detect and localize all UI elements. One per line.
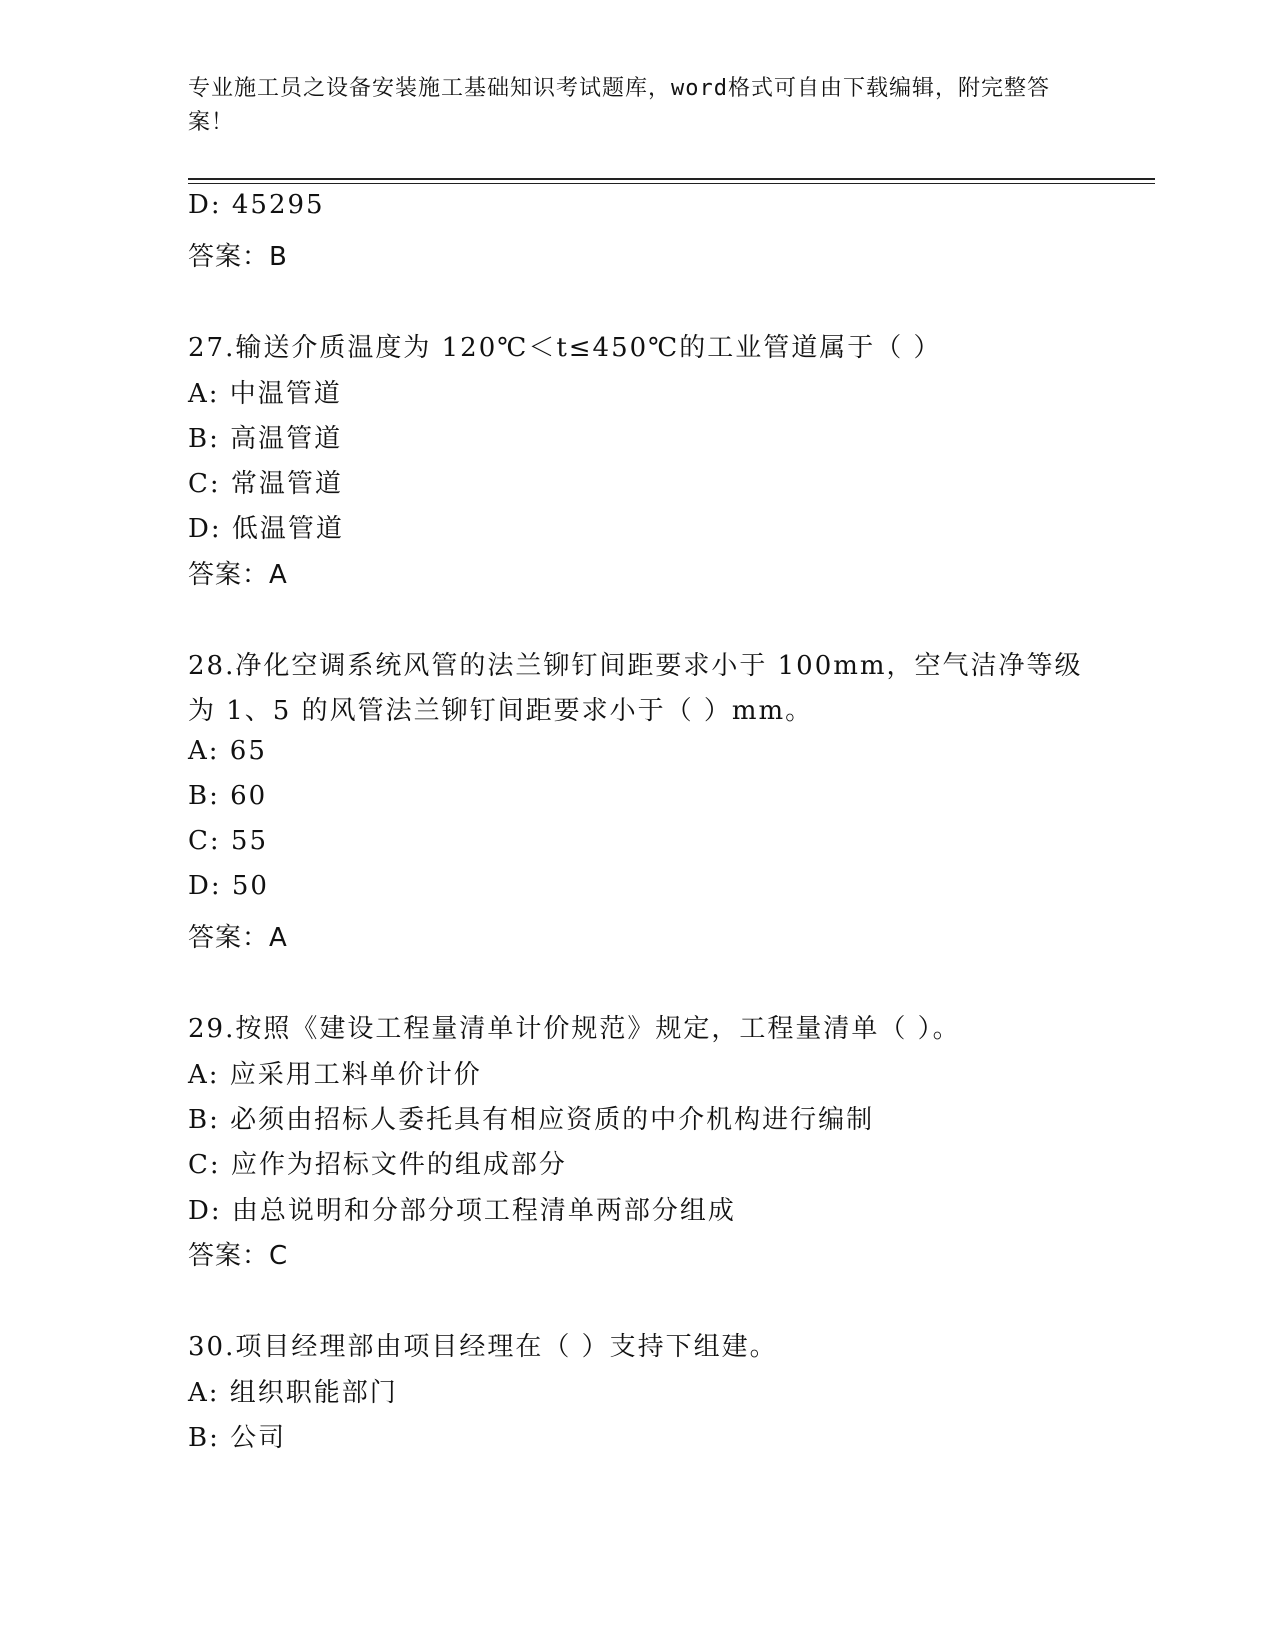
- option-line: A: 中温管道: [188, 379, 342, 409]
- option-line: A: 应采用工料单价计价: [188, 1060, 482, 1090]
- answer-line: 答案：A: [188, 560, 288, 590]
- option-line: C: 常温管道: [188, 469, 343, 499]
- answer-line: 答案：B: [188, 242, 288, 272]
- option-line: B: 高温管道: [188, 424, 343, 454]
- option-line: D: 50: [188, 871, 269, 901]
- header-divider-thin: [188, 183, 1155, 184]
- option-line: C: 应作为招标文件的组成部分: [188, 1150, 567, 1180]
- question-line: 为 1、5 的风管法兰铆钉间距要求小于（ ）mm。: [188, 696, 814, 726]
- header-divider-thick: [188, 178, 1155, 180]
- answer-line: 答案：A: [188, 923, 288, 953]
- option-line: D: 由总说明和分部分项工程清单两部分组成: [188, 1196, 736, 1226]
- option-line: B: 必须由招标人委托具有相应资质的中介机构进行编制: [188, 1105, 875, 1135]
- answer-line: 答案：C: [188, 1241, 289, 1271]
- question-line: 30.项目经理部由项目经理在（ ）支持下组建。: [188, 1332, 778, 1362]
- question-line: 28.净化空调系统风管的法兰铆钉间距要求小于 100mm，空气洁净等级: [188, 651, 1083, 681]
- option-line: B: 公司: [188, 1423, 287, 1453]
- option-line: D: 45295: [188, 190, 325, 220]
- document-header: 专业施工员之设备安装施工基础知识考试题库，word格式可自由下载编辑，附完整答案！: [188, 76, 1050, 135]
- option-line: A: 65: [188, 736, 267, 766]
- option-line: D: 低温管道: [188, 514, 344, 544]
- option-line: A: 组织职能部门: [188, 1378, 398, 1408]
- option-line: B: 60: [188, 781, 268, 811]
- question-line: 29.按照《建设工程量清单计价规范》规定，工程量清单（ ）。: [188, 1014, 961, 1044]
- question-line: 27.输送介质温度为 120℃＜t≤450℃的工业管道属于（ ）: [188, 333, 942, 363]
- option-line: C: 55: [188, 826, 269, 856]
